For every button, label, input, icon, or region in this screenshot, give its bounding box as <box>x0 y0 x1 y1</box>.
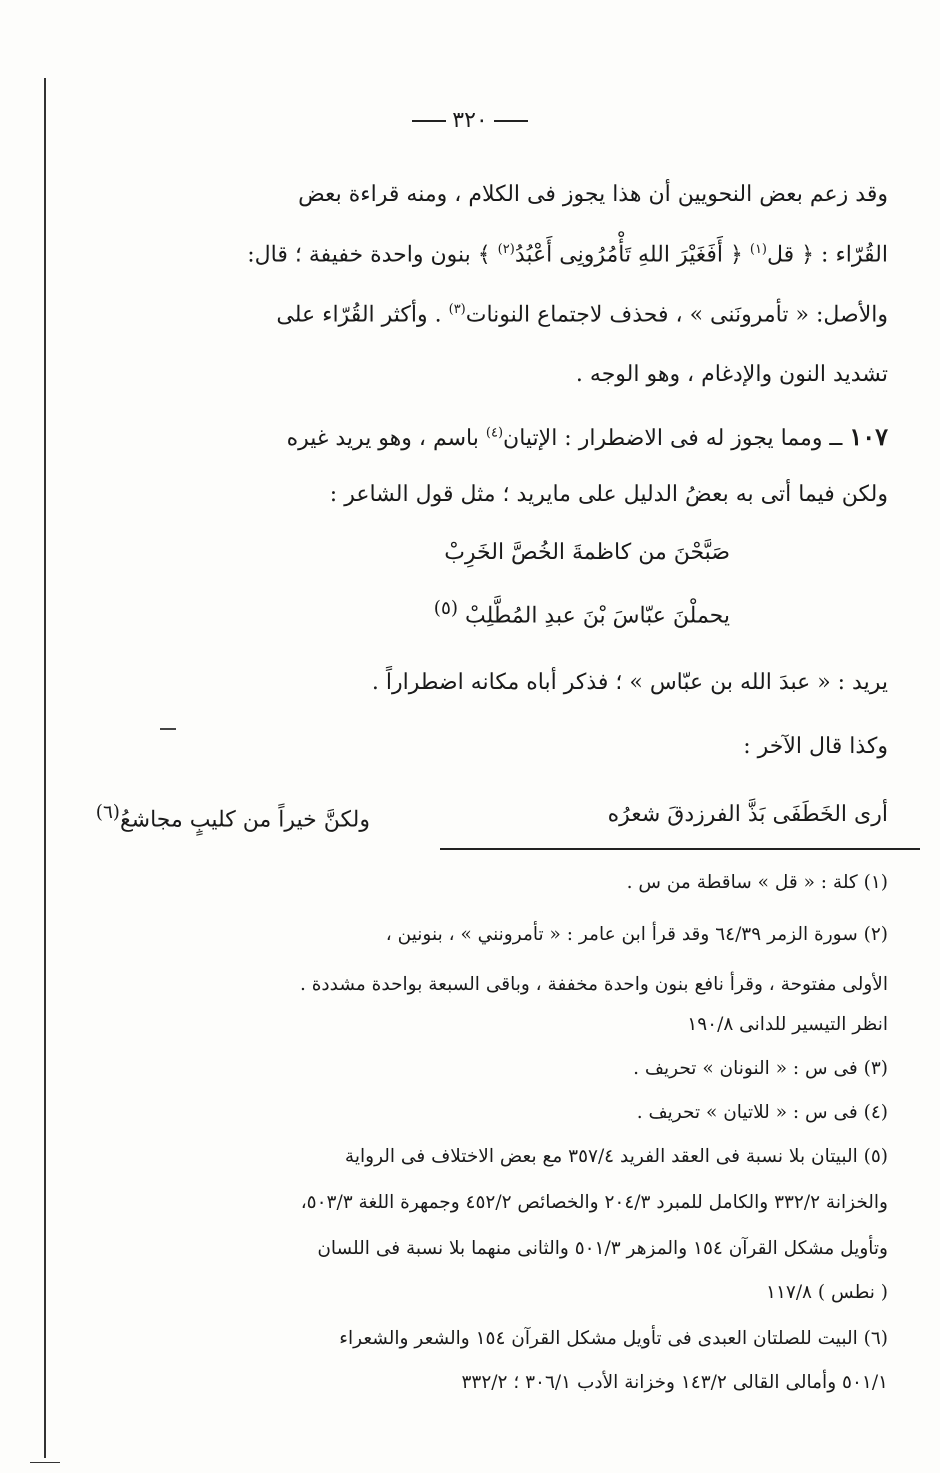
verse-hemistich: أرى الخَطَفَى بَذَّ الفرزدقَ شعرُه <box>607 802 888 827</box>
body-line: القُرّاء : ﴿ قل$^{(١)}$ ﴿ أَفَغَيْرَ اللهِ تَأْمُرُونِى أَعْبُدُ$^{(٢)}$ ﴾ بنون واحدة خفيفة ؛ قال: <box>247 242 888 268</box>
footnote-separator <box>440 848 920 850</box>
footnote-5: (٥) البيتان بلا نسبة فى العقد الفريد ٣٥٧/٤ مع بعض الاختلاف فى الرواية <box>344 1146 888 1167</box>
section-number: ١٠٧ <box>849 422 888 451</box>
verse-hemistich: ولكنَّ خيراً من كليبٍ مجاشعُ$^{(٦)}$ <box>95 802 370 833</box>
footnote-3: (٣) فى س : « النونان » تحريف . <box>633 1058 888 1079</box>
footnote-5-line: والخزانة ٣٣٢/٢ والكامل للمبرد ٢٠٤/٣ والخصائص ٤٥٢/٢ وجمهرة اللغة ٥٠٣/٣، <box>300 1192 888 1213</box>
body-line: وقد زعم بعض النحويين أن هذا يجوز فى الكلام ، ومنه قراءة بعض <box>298 182 888 207</box>
footnote-5-line: ( نطس ) ١١٧/٨ <box>766 1282 888 1303</box>
page-header <box>0 108 940 133</box>
footnote-2-line: انظر التيسير للدانى ١٩٠/٨ <box>687 1014 888 1035</box>
footnote-6: (٦) البيت للصلتان العبدى فى تأويل مشكل القرآن ١٥٤ والشعر والشعراء <box>339 1328 888 1349</box>
footnote-2-line: الأولى مفتوحة ، وقرأ نافع بنون واحدة مخففة ، وباقى السبعة بواحدة مشددة . <box>299 974 888 995</box>
body-line: تشديد النون والإدغام ، وهو الوجه . <box>575 362 888 387</box>
verse-hemistich: صَبَّحْنَ من كاظمةَ الخُصَّ الخَرِبْ <box>444 540 730 565</box>
footnote-6-line: ٥٠١/١ وأمالى القالى ١٤٣/٢ وخزانة الأدب ٣٠٦/١ ؛ ٣٣٢/٢ <box>461 1372 888 1393</box>
footnote-4: (٤) فى س : « للاتيان » تحريف . <box>636 1102 888 1123</box>
footnote-5-line: وتأويل مشكل القرآن ١٥٤ والمزهر ٥٠١/٣ والثانى منهما بلا نسبة فى اللسان <box>317 1238 888 1259</box>
verse-hemistich: يحملْنَ عبّاسَ بْنَ عبدِ المُطَّلِبْ $^{(٥)}$ <box>433 598 730 629</box>
left-margin-tick <box>30 1462 60 1463</box>
left-margin-rule <box>44 78 46 1458</box>
stray-mark <box>160 728 176 730</box>
body-line: وكذا قال الآخر : <box>743 734 888 759</box>
footnote-1: (١) كلة : « قل » ساقطة من س . <box>626 872 888 893</box>
footnote-2: (٢) سورة الزمر ٦٤/٣٩ وقد قرأ ابن عامر : « تأمرونني » ، بنونين ، <box>385 924 888 945</box>
page-number: ٣٢٠ <box>452 108 488 133</box>
body-line: يريد : « عبدَ الله بن عبّاس » ؛ فذكر أباه مكانه اضطراراً . <box>371 670 888 695</box>
body-line: والأصل: « تأمرونَنى » ، فحذف لاجتماع النونات$^{(٣)}$ . وأكثر القُرّاء على <box>276 302 888 328</box>
section-107-line: ١٠٧ ــ ومما يجوز له فى الاضطرار : الإتيان$^{(٤)}$ باسم ، وهو يريد غيره <box>286 422 888 451</box>
body-line: ولكن فيما أتى به بعضُ الدليل على مايريد ؛ مثل قول الشاعر : <box>329 482 888 507</box>
